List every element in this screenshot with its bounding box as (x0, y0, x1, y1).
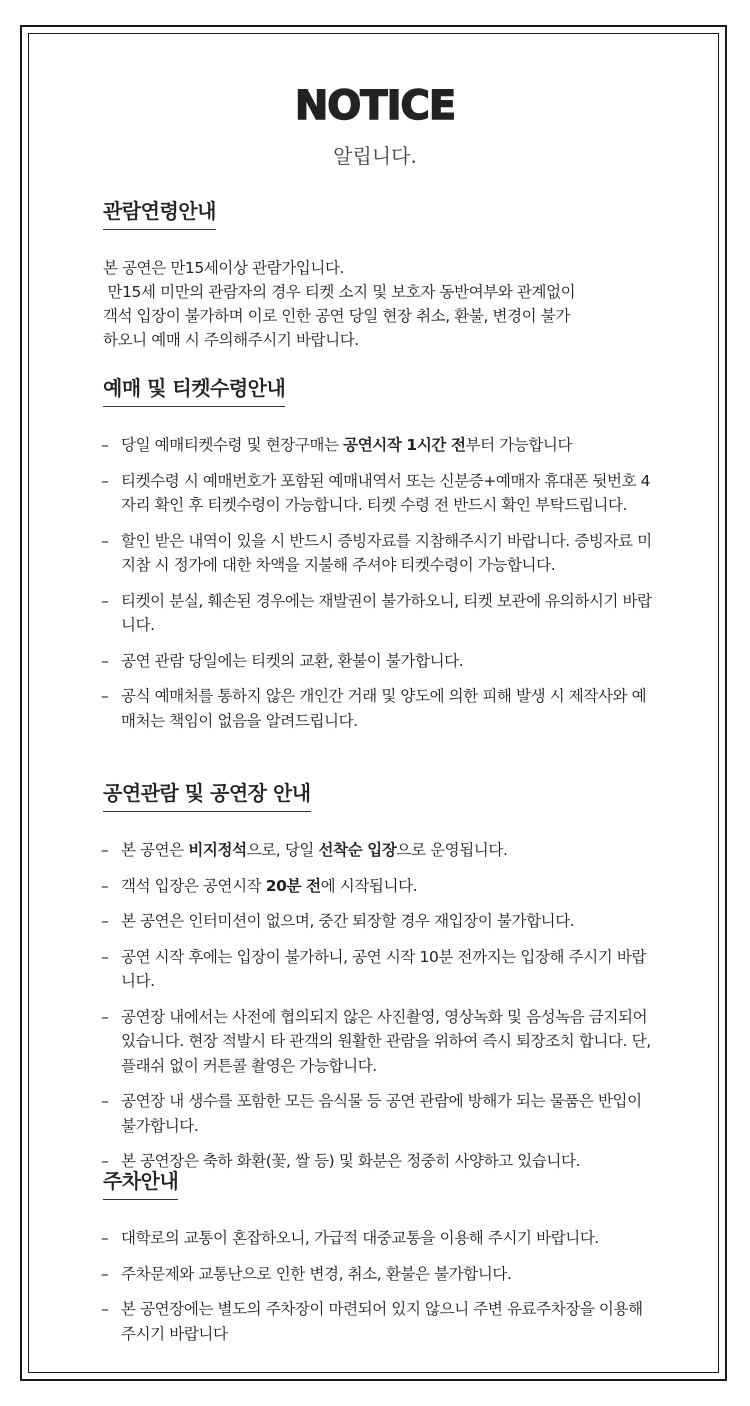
notice-title: NOTICE (294, 83, 456, 129)
ticket-heading: 예매 및 티켓수령안내 (103, 375, 285, 407)
ticket-list (103, 433, 653, 733)
notice-subtitle: 알립니다. (333, 144, 417, 168)
list-item: – 공연장 내에서는 사전에 협의되지 않은 사진촬영, 영상녹화 및 음성녹음 금지되어 있습니다. 현장 적발시 타 관객의 원활한 관람을 위하여 즉시 퇴장조치 합니다. 단, 플래쉬 없이 커튼콜 촬영은 가능합니다. (101, 1007, 651, 1075)
list-item: – 당일 예매티켓수령 및 현장구매는 공연시작 1시간 전부터 가능합니다 (101, 436, 573, 454)
list-item: – 공식 예매처를 통하지 않은 개인간 거래 및 양도에 의한 피해 발생 시 제작사와 예매처는 책임이 없음을 알려드립니다. (101, 687, 647, 730)
venue-heading: 공연관람 및 공연장 안내 (103, 780, 311, 812)
list-item: – 주차문제와 교통난으로 인한 변경, 취소, 환불은 불가합니다. (101, 1264, 512, 1283)
list-item: – 공연 시작 후에는 입장이 불가하니, 공연 시작 10분 전까지는 입장해 주시기 바랍니다. (101, 947, 647, 990)
age-line: 만15세 미만의 관람자의 경우 티켓 소지 및 보호자 동반여부와 관계없이 (103, 283, 576, 301)
list-item: – 본 공연은 인터미션이 없으며, 중간 퇴장할 경우 재입장이 불가합니다. (101, 912, 575, 930)
list-item: – 본 공연은 비지정석으로, 당일 선착순 입장으로 운영됩니다. (101, 841, 508, 859)
list-item: – 본 공연장은 축하 화환(꽃, 쌀 등) 및 화분은 정중히 사양하고 있습니다. (101, 1152, 581, 1170)
parking-list (103, 1226, 653, 1346)
venue-list (103, 838, 653, 1174)
age-line: 하오니 예매 시 주의해주시기 바랍니다. (103, 331, 359, 349)
list-item: – 공연장 내 생수를 포함한 모든 음식물 등 공연 관람에 방해가 되는 물품은 반입이 불가합니다. (101, 1092, 642, 1135)
list-item: – 공연 관람 당일에는 티켓의 교환, 환불이 불가합니다. (101, 651, 464, 670)
age-text (103, 256, 653, 352)
ticket-section (103, 375, 653, 744)
list-item: – 객석 입장은 공연시작 20분 전에 시작됩니다. (101, 876, 418, 895)
age-line: 본 공연은 만15세이상 관람가입니다. (103, 259, 345, 277)
age-line: 객석 입장이 불가하며 이로 인한 공연 당일 현장 취소, 환불, 변경이 불가 (103, 307, 570, 325)
list-item: – 티켓수령 시 예매번호가 포함된 예매내역서 또는 신분증+예매자 휴대폰 뒷번호 4자리 확인 후 티켓수령이 가능합니다. 티켓 수령 전 반드시 확인 부탁드립니다. (101, 471, 651, 514)
venue-section (103, 780, 653, 1185)
parking-heading: 주차안내 (103, 1168, 178, 1200)
list-item: – 티켓이 분실, 훼손된 경우에는 재발권이 불가하오니, 티켓 보관에 유의하시기 바랍니다. (101, 591, 652, 634)
age-heading: 관람연령안내 (103, 198, 216, 230)
age-section (103, 198, 653, 352)
list-item: – 대학로의 교통이 혼잡하오니, 가급적 대중교통을 이용해 주시기 바랍니다. (101, 1229, 599, 1247)
parking-section (103, 1168, 653, 1357)
list-item: – 본 공연장에는 별도의 주차장이 마련되어 있지 않으니 주변 유료주차장을 이용해주시기 바랍니다 (101, 1300, 643, 1343)
list-item: – 할인 받은 내역이 있을 시 반드시 증빙자료를 지참해주시기 바랍니다. 증빙자료 미 지참 시 정가에 대한 차액을 지불해 주셔야 티켓수령이 가능합니다. (101, 531, 652, 574)
